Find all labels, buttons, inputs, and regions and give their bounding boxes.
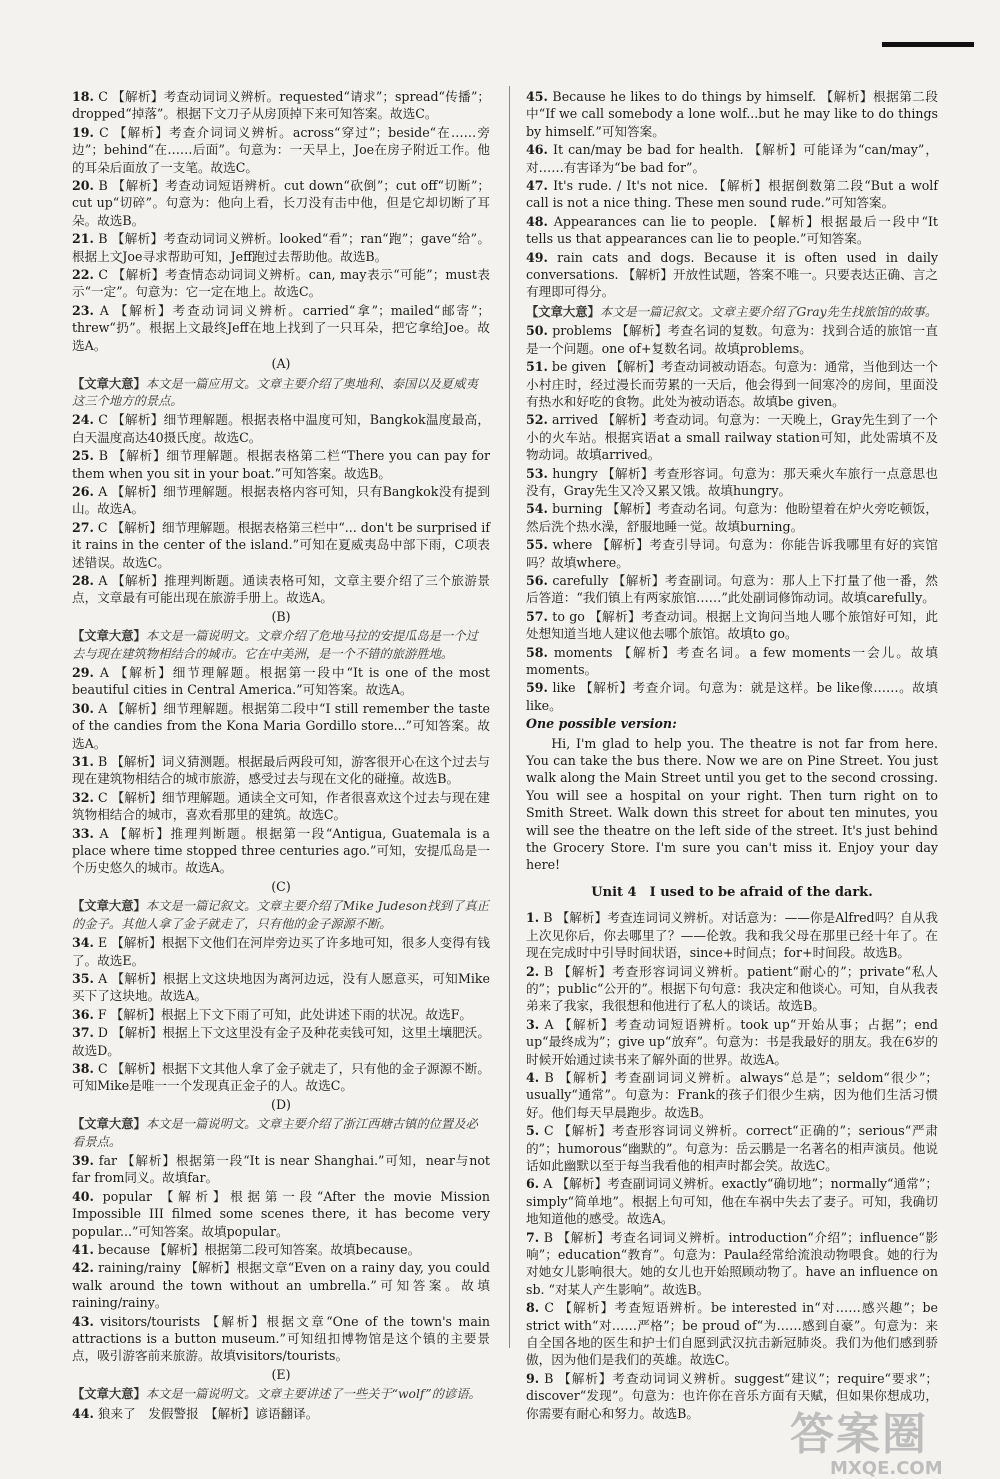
item-number: 20. xyxy=(72,178,94,194)
item-number: 3. xyxy=(526,1016,540,1032)
answer-item xyxy=(72,753,490,788)
item-number: 34. xyxy=(72,935,94,951)
item-text: C 【解析】细节理解题。通读全文可知，作者很喜欢这个过去与现在建筑物相结合的城市，喜欢看那里的建筑。故选C。 xyxy=(72,789,490,823)
answer-item xyxy=(72,1188,490,1240)
item-text: C 【解析】考查动词词义辨析。requested“请求”；spread“传播”；dropped“掉落”。根据下文刀子从房顶掉下来可知答案。故选C。 xyxy=(72,89,490,122)
sample-essay: Hi, I'm glad to help you. The theatre is not far from here. You can take the bus there. Now we are on Pine Street. You just walk along the Main Street until you get to the second crossing. You will see a hospital on your right. Then turn right on to Smith Street. Walk down this street for about ten minutes, you will see the theatre on the left side of the street. It's just behind the Grocery Store. I'm sure you can't miss it. Enjoy your day here! xyxy=(526,735,938,873)
item-number: 26. xyxy=(72,483,94,499)
answer-item xyxy=(526,572,938,607)
item-number: 27. xyxy=(72,519,94,535)
item-number: 21. xyxy=(72,231,94,247)
item-number: 7. xyxy=(526,1229,540,1245)
passage-summary xyxy=(72,627,490,663)
answer-item xyxy=(526,322,938,357)
item-text: It can/may be bad for health. 【解析】可能译为“can/may”，对……有害译为“be bad for”。 xyxy=(526,142,938,175)
item-text: D 【解析】根据上下文这里没有金子及种花卖钱可知，这里土壤肥沃。故选D。 xyxy=(72,1025,490,1058)
item-text: burning 【解析】考查动名词。句意为：他盼望着在炉火旁吃顿饭，然后洗个热水澡，舒服地睡一觉。故填burning。 xyxy=(526,501,938,534)
item-text: where 【解析】考查引导词。句意为：你能告诉我哪里有好的宾馆吗？故填where。 xyxy=(526,537,938,570)
answer-item xyxy=(526,1175,938,1227)
answer-item xyxy=(526,249,938,301)
summary-tag: 【文章大意】 xyxy=(526,303,600,319)
item-text: It's rude. / It's not nice. 【解析】根据倒数第二段“But a wolf call is not a nice thing. These men sound rude.”可知答案。 xyxy=(526,178,938,211)
item-number: 36. xyxy=(72,1006,94,1022)
item-number: 1. xyxy=(526,910,540,926)
item-number: 25. xyxy=(72,448,94,464)
passage-summary xyxy=(72,1115,490,1151)
item-number: 32. xyxy=(72,789,94,805)
answer-item xyxy=(72,519,490,571)
item-text: hungry 【解析】考查形容词。句意为：那天乘火车旅行一点意思也没有，Gray先生又冷又累又饿。故填hungry。 xyxy=(526,465,938,498)
right-column xyxy=(526,88,938,1423)
summary-text: 本文是一篇记叙文。文章主要介绍了Gray先生找旅馆的故事。 xyxy=(599,304,938,319)
answer-item xyxy=(72,177,490,229)
item-number: 29. xyxy=(72,665,94,680)
item-number: 57. xyxy=(526,608,548,624)
summary-tag: 【文章大意】 xyxy=(72,375,146,391)
summary-tag: 【文章大意】 xyxy=(72,1116,146,1132)
item-text: C 【解析】细节理解题。根据表格中温度可知，Bangkok温度最高，白天温度高达40摄氏度。故选C。 xyxy=(72,412,490,445)
item-text: A 【解析】细节理解题。根据表格内容可知，只有Bangkok没有提到山。故选A。 xyxy=(72,483,490,517)
answer-item xyxy=(526,679,938,714)
item-text: A 【解析】考查动词词义辨析。carried“拿”；mailed“邮寄”；threw“扔”。根据上文最终Jeff在地上找到了一只耳朵，把它拿给Joe。故选A。 xyxy=(72,302,490,353)
item-text: B 【解析】考查连词词义辨析。对话意为：——你是Alfred吗？自从我上次见你后，你去哪里了？——伦敦。我和我父母在那里已经十年了。在现在完成时中引导时间状语，since+时间点；for+时间段。故选B。 xyxy=(526,910,938,961)
answer-item xyxy=(526,141,938,176)
passage-label: (D) xyxy=(271,1096,291,1112)
summary-text: 本文是一篇应用文。文章主要介绍了奥地利、泰国以及夏威夷这三个地方的景点。 xyxy=(72,376,478,408)
item-number: 45. xyxy=(526,89,548,104)
item-text: visitors/tourists 【解析】根据文章“One of the town's main attractions is a button museum.”可知纽扣博物馆是这个镇的主要景点，吸引游客前来旅游。故填visitors/tourists。 xyxy=(72,1313,490,1364)
answer-item xyxy=(72,1405,490,1422)
watermark-url: MXQE.COM xyxy=(830,1458,943,1479)
item-number: 35. xyxy=(72,970,94,986)
answer-item xyxy=(72,572,490,607)
item-number: 44. xyxy=(72,1405,94,1421)
summary-tag: 【文章大意】 xyxy=(72,1386,146,1402)
summary-text: 本文是一篇记叙文。文章主要介绍了Mike Judeson找到了真正的金子。其他人拿了金子就走了，只有他的金子源源不断。 xyxy=(72,899,489,931)
watermark-logo: 答案圈 xyxy=(790,1409,928,1460)
answer-item xyxy=(526,213,938,248)
passage-summary xyxy=(72,375,490,411)
answer-item xyxy=(526,88,938,140)
answer-item xyxy=(72,1313,490,1365)
item-number: 51. xyxy=(526,359,548,375)
answer-item xyxy=(526,1122,938,1174)
item-text: B 【解析】词义猜测题。根据最后两段可知，游客很开心在这个过去与现在建筑物相结合的城市旅游，感受过去与现在文化的碰撞。故选B。 xyxy=(72,754,490,787)
answer-item xyxy=(72,1006,490,1023)
answer-item xyxy=(526,411,938,463)
item-text: because 【解析】根据第二段可知答案。故填because。 xyxy=(93,1242,421,1257)
item-text: B 【解析】考查动词词义辨析。suggest“建议”；require“要求”；discover“发现”。句意为：也许你在音乐方面有天赋，但如果你想成功，你需要有耐心和努力。故选B。 xyxy=(526,1370,938,1421)
item-text: A 【解析】推理判断题。通读表格可知，文章主要介绍了三个旅游景点，文章最有可能出现在旅游手册上。故选A。 xyxy=(72,572,490,606)
passage-label: (E) xyxy=(271,1366,291,1382)
item-text: C 【解析】细节理解题。根据表格第三栏中“... don't be surprised if it rains in the center of the island.”可知在夏威夷岛中部下雨，C项表述错误。故选C。 xyxy=(72,519,490,570)
answer-item xyxy=(72,447,490,482)
unit-title: Unit 4 I used to be afraid of the dark. xyxy=(591,884,873,900)
passage-label: (C) xyxy=(271,878,291,894)
item-number: 47. xyxy=(526,178,548,194)
item-number: 30. xyxy=(72,700,94,716)
item-text: B 【解析】细节理解题。根据表格第二栏“There you can pay for them when you sit in your boat.”可知答案。故选B。 xyxy=(72,448,490,481)
left-column xyxy=(72,88,490,1423)
item-text: moments 【解析】考查名词。a few moments一会儿。故填moments。 xyxy=(526,644,938,677)
answer-item xyxy=(526,608,938,643)
passage-summary xyxy=(72,1385,490,1403)
item-number: 58. xyxy=(526,644,548,660)
answer-item xyxy=(72,789,490,824)
item-number: 41. xyxy=(72,1242,94,1257)
item-number: 50. xyxy=(526,323,548,339)
item-number: 23. xyxy=(72,302,94,318)
item-number: 42. xyxy=(72,1260,94,1276)
answer-item xyxy=(526,536,938,571)
item-text: B 【解析】考查形容词词义辨析。patient“耐心的”；private“私人的”；public“公开的”。根据下句句意：我决定和他谈心。可知，自从我表弟来了我家，我很想和他进行了私人的谈话。故选B。 xyxy=(526,963,938,1014)
item-text: C 【解析】考查介词词义辨析。across“穿过”；beside“在……旁边”；behind“在……后面”。句意为：一天早上，Joe在房子附近工作。他的耳朵后面放了一支笔。故选C。 xyxy=(72,124,490,175)
answer-item xyxy=(526,358,938,410)
item-text: A 【解析】根据上文这块地因为离河边远，没有人愿意买，可知Mike买下了这块地。故选A。 xyxy=(72,970,490,1004)
summary-tag: 【文章大意】 xyxy=(72,898,146,914)
item-text: be given 【解析】考查动词被动语态。句意为：通常，当他到达一个小村庄时，经过漫长而劳累的一天后，他会得到一间寒冷的房间，里面没有热水和好吃的食物。此处为被动语态。故填be given。 xyxy=(526,359,938,409)
answer-item xyxy=(72,934,490,969)
answer-item xyxy=(526,500,938,535)
item-text: B 【解析】考查动词词义辨析。looked“看”；ran“跑”；gave“给”。根据上文Joe寻求帮助可知，Jeff跑过去帮助他。故选B。 xyxy=(72,231,490,264)
item-number: 48. xyxy=(526,213,548,229)
answer-item xyxy=(526,465,938,500)
item-number: 55. xyxy=(526,537,548,553)
answer-item xyxy=(526,909,938,961)
item-text: C 【解析】根据下文其他人拿了金子就走了，只有他的金子源源不断。可知Mike是唯一一个发现真正金子的人。故选C。 xyxy=(72,1060,490,1094)
answer-item xyxy=(72,88,490,123)
item-text: Appearances can lie to people. 【解析】根据最后一段中“It tells us that appearances can lie to people.”可知答案。 xyxy=(526,213,938,247)
answer-item xyxy=(526,1229,938,1299)
item-text: far 【解析】根据第一段“It is near Shanghai.”可知，near与not far from同义。故填far。 xyxy=(72,1152,490,1186)
summary-tag: 【文章大意】 xyxy=(72,628,146,644)
item-text: popular 【解析】根据第一段“After the movie Mission Impossible III filmed some scenes there, it has become very popular...”可知答案。故填popular。 xyxy=(72,1188,490,1239)
item-number: 39. xyxy=(72,1152,94,1168)
item-number: 5. xyxy=(526,1123,540,1139)
answer-item xyxy=(526,1069,938,1121)
answer-item xyxy=(72,1241,490,1258)
answer-item xyxy=(72,825,490,877)
header-rule xyxy=(882,42,974,47)
item-number: 59. xyxy=(526,680,548,696)
item-number: 54. xyxy=(526,501,548,517)
item-number: 53. xyxy=(526,465,548,481)
item-number: 28. xyxy=(72,572,94,588)
column-divider xyxy=(509,86,510,1348)
item-text: raining/rainy 【解析】根据文章“Even on a rainy day, you could walk around the town without an umbrella.”可知答案。故填raining/rainy。 xyxy=(72,1260,490,1311)
item-number: 24. xyxy=(72,412,94,428)
item-text: E 【解析】根据下文他们在河岸旁边买了许多地可知，很多人变得有钱了。故选E。 xyxy=(72,935,490,968)
answer-item xyxy=(72,970,490,1005)
item-number: 18. xyxy=(72,89,94,104)
answer-item xyxy=(526,1299,938,1369)
item-text: F 【解析】根据上下文下雨了可知，此处讲述下雨的状况。故选F。 xyxy=(93,1006,473,1022)
item-text: A 【解析】细节理解题。根据第二段中“I still remember the taste of the candies from the Kona Maria Gordillo store...”可知答案。故选A。 xyxy=(72,700,490,751)
answer-item xyxy=(72,483,490,518)
item-text: B 【解析】考查动词短语辨析。cut down“砍倒”；cut off“切断”；cut up“切碎”。句意为：他向上看，长刀没有击中他，但是它却切断了耳朵。故选B。 xyxy=(72,178,490,228)
item-number: 4. xyxy=(526,1069,540,1085)
item-text: B 【解析】考查名词词义辨析。introduction“介绍”；influence“影响”；education“教育”。句意为：Paula经常给流浪动物喂食。她的行为对她女儿影响很大。她的女儿也开始照顾动物了。have an influence on sb. “对某人产生影响”。故选B。 xyxy=(526,1229,938,1297)
answer-item xyxy=(526,177,938,212)
summary-text: 本文是一篇说明文。文章主要讲述了一些关于“wolf”的谚语。 xyxy=(145,1387,481,1402)
item-text: A 【解析】考查副词词义辨析。exactly“确切地”；normally“通常”；simply“简单地”。根据上句可知，他在车祸中失去了妻子。可知，我确切地知道他的感受。故选A。 xyxy=(526,1176,938,1227)
answer-item xyxy=(72,266,490,301)
item-text: to go 【解析】考查动词。根据上文询问当地人哪个旅馆好可知，此处想知道当地人建议他去哪个旅馆。故填to go。 xyxy=(526,608,938,642)
answer-item xyxy=(72,411,490,446)
item-text: C 【解析】考查情态动词词义辨析。can, may表示“可能”；must表示“一定”。句意为：它一定在地上。故选C。 xyxy=(72,267,490,300)
summary-text: 本文是一篇说明文。文章介绍了危地马拉的安提瓜岛是一个过去与现在建筑物相结合的城市。它在中美洲，是一个不错的旅游胜地。 xyxy=(72,629,478,661)
item-text: C 【解析】考查形容词词义辨析。correct“正确的”；serious“严肃的”；humorous“幽默的”。句意为：岳云鹏是一名著名的相声演员。他说话如此幽默以至于每当我看他的相声时都会笑。故选C。 xyxy=(526,1123,938,1173)
item-number: 40. xyxy=(72,1188,94,1204)
answer-item xyxy=(72,664,490,699)
item-text: A 【解析】细节理解题。根据第一段中“It is one of the most beautiful cities in Central America.”可知答案。故选A。 xyxy=(72,665,490,698)
item-number: 31. xyxy=(72,754,94,770)
item-text: problems 【解析】考查名词的复数。句意为：找到合适的旅馆一直是一个问题。one of+复数名词。故填problems。 xyxy=(526,323,938,356)
answer-item xyxy=(526,1016,938,1068)
item-text: A 【解析】推理判断题。根据第一段“Antigua, Guatemala is a place where time stopped three centuries ago.”可知，安提瓜岛是一个历史悠久的城市。故选A。 xyxy=(72,825,490,876)
answer-item xyxy=(72,124,490,176)
essay-heading: One possible version: xyxy=(526,716,677,732)
answer-item xyxy=(72,1024,490,1059)
item-number: 56. xyxy=(526,572,548,588)
item-text: 狼来了 发假警报 【解析】谚语翻译。 xyxy=(93,1405,319,1421)
answer-item xyxy=(72,1060,490,1095)
answer-item xyxy=(72,700,490,752)
item-number: 37. xyxy=(72,1025,94,1041)
watermark xyxy=(790,1398,978,1479)
item-number: 6. xyxy=(526,1176,540,1192)
passage-label: (A) xyxy=(271,356,291,372)
answer-item xyxy=(72,1152,490,1187)
answer-item xyxy=(72,1259,490,1311)
item-text: like 【解析】考查介词。句意为：就是这样。be like像……。故填like。 xyxy=(526,680,938,713)
item-number: 46. xyxy=(526,142,548,158)
item-number: 22. xyxy=(72,267,94,283)
item-number: 9. xyxy=(526,1370,540,1386)
item-text: Because he likes to do things by himself. 【解析】根据第二段中“If we call somebody a lone wolf...but he may like to do things by himself.”可知答案。 xyxy=(526,89,938,139)
item-text: carefully 【解析】考查副词。句意为：那人上下打量了他一番，然后答道：“我们镇上有两家旅馆……”此处副词修饰动词。故填carefully。 xyxy=(526,572,938,606)
item-number: 33. xyxy=(72,825,94,841)
item-text: C 【解析】考查短语辨析。be interested in“对……感兴趣”；be strict with“对……严格”；be proud of“为……感到自豪”。句意为：来自全国各地的医生和护士们自愿到武汉抗击新冠肺炎。我们为他们感到骄傲，因为他们是我们的英雄。故选C。 xyxy=(526,1300,938,1368)
summary-text: 本文是一篇说明文。文章主要介绍了浙江西塘古镇的位置及必看景点。 xyxy=(72,1117,478,1149)
answer-item xyxy=(526,963,938,1015)
item-number: 43. xyxy=(72,1313,94,1329)
item-text: B 【解析】考查副词词义辨析。always“总是”；seldom“很少”；usually“通常”。句意为：Frank的孩子们很少生病，因为他们生活习惯好。他们每天早晨跑步。故选B。 xyxy=(526,1069,938,1120)
answer-item xyxy=(72,230,490,265)
passage-summary xyxy=(72,897,490,933)
item-number: 38. xyxy=(72,1060,94,1076)
item-text: A 【解析】考查动词短语辨析。took up“开始从事；占据”；end up“最终成为”；give up“放弃”。句意为：书是我最好的朋友。我在6岁的时候开始通过读书来了解外面的世界。故选A。 xyxy=(526,1016,938,1067)
item-number: 2. xyxy=(526,963,540,979)
item-text: arrived 【解析】考查动词。句意为：一天晚上，Gray先生到了一个小的火车站。根据宾语at a small railway station可知，此处需填不及物动词。故填arrived。 xyxy=(526,412,938,463)
item-number: 19. xyxy=(72,124,94,140)
passage-summary xyxy=(526,303,938,321)
item-number: 49. xyxy=(526,249,548,265)
item-number: 52. xyxy=(526,412,548,428)
item-text: rain cats and dogs. Because it is often used in daily conversations. 【解析】开放性试题，答案不唯一。只要表达正确、言之有理即可得分。 xyxy=(526,249,938,300)
passage-label: (B) xyxy=(271,608,291,624)
answer-item xyxy=(72,302,490,354)
item-number: 8. xyxy=(526,1300,540,1316)
answer-item xyxy=(526,644,938,679)
